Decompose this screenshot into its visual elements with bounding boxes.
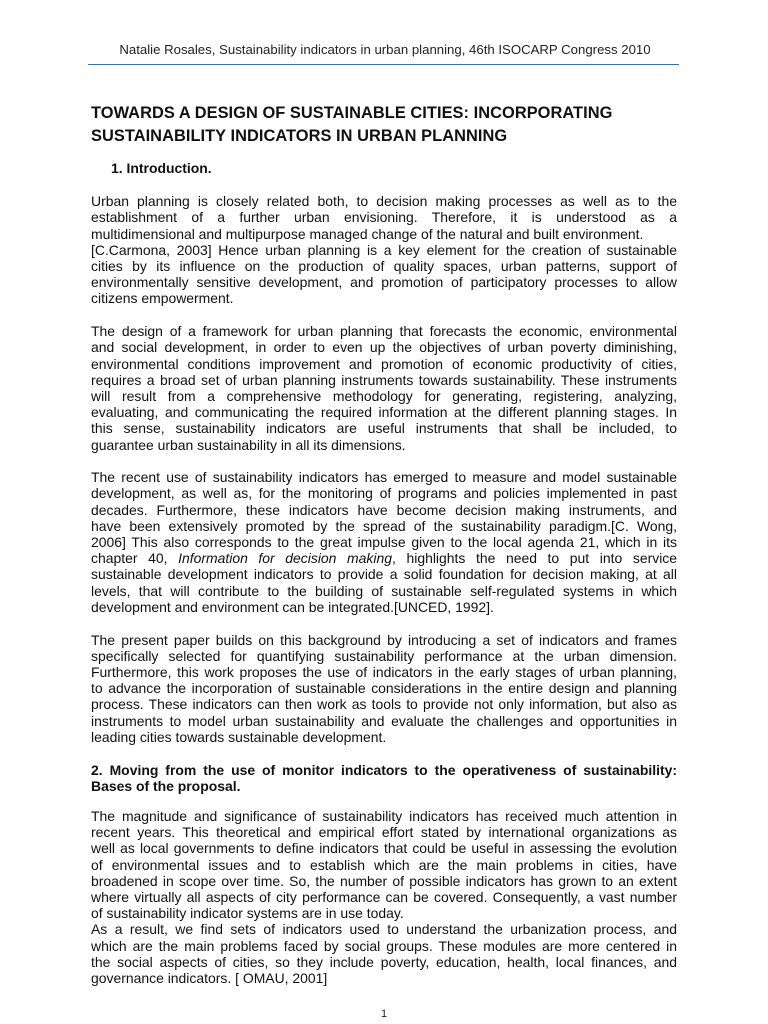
- text-line: sustainable development indicators to provide a solid foundation for decision making, at all: [91, 566, 677, 583]
- paragraph: [91, 193, 677, 306]
- text-line: and social development, in order to even up the objectives of urban poverty diminishing,: [91, 339, 677, 356]
- text-line: requires a broad set of urban planning instruments towards sustainability. These instruments: [91, 371, 677, 388]
- text-line: The design of a framework for urban planning that forecasts the economic, environmental: [91, 323, 677, 340]
- text-line: decades. Furthermore, these indicators have become decision making instruments, and: [91, 501, 677, 518]
- text-line: evaluating, and communicating the required information at the different planning stages. In: [91, 404, 677, 421]
- text-line: The present paper builds on this background by introducing a set of indicators and frames: [91, 631, 677, 648]
- paragraph: [91, 323, 677, 453]
- text-line: The recent use of sustainability indicators has emerged to measure and model sustainable: [91, 469, 677, 486]
- text-line: 2006] This also corresponds to the great impulse given to the local agenda 21, which in its: [91, 534, 677, 551]
- text-line: will result from a comprehensive methodology for generating, registering, analyzing,: [91, 387, 677, 404]
- header-rule: [88, 64, 679, 65]
- text-line: guarantee urban sustainability in all its dimensions.: [91, 436, 406, 453]
- text-line: establishment of a further urban envisioning. Therefore, it is understood as a: [91, 209, 677, 226]
- text-line: environmental conditions improvement and promotion of economic productivity of cities,: [91, 355, 677, 372]
- heading-line: 2. Moving from the use of monitor indicators to the operativeness of sustainability:: [91, 761, 677, 778]
- section-heading: 1. Introduction.: [111, 160, 212, 176]
- section-heading: [91, 762, 677, 794]
- text-line-with-italic: [91, 550, 677, 566]
- text-line: have been extensively promoted by the spread of the sustainability paradigm.[C. Wong,: [91, 517, 677, 534]
- text-line: the social aspects of cities, so they include poverty, education, health, local finances, and: [91, 953, 677, 970]
- text-fragment: , highlights the need to put into service: [391, 550, 678, 567]
- title-line: SUSTAINABILITY INDICATORS IN URBAN PLANNING: [91, 127, 508, 145]
- text-line: levels, that will contribute to the building of sustainable self-regulated systems in which: [91, 582, 677, 599]
- paragraph: [91, 632, 677, 745]
- text-line: leading cities towards sustainable development.: [91, 728, 387, 745]
- text-line: The magnitude and significance of sustainability indicators has received much attention in: [91, 807, 677, 824]
- text-line: this sense, sustainability indicators are useful instruments that shall be included, to: [91, 420, 677, 437]
- paper-title: [91, 102, 691, 148]
- text-line: well as local governments to define indicators that could be useful in assessing the evolution: [91, 840, 677, 857]
- text-line: development, as well as, for the monitoring of programs and policies implemented in past: [91, 485, 677, 502]
- text-line: of environmental issues and to establish which are the main problems in cities, have: [91, 856, 677, 873]
- text-line: which are the main problems faced by social groups. These modules are more centered in: [91, 937, 677, 954]
- italic-chapter-title: Information for decision making: [178, 550, 392, 567]
- text-line: multidimensional and multipurpose managed change of the natural and built environment.: [91, 225, 644, 242]
- text-line: environmentally sensitive development, and promotion of participatory processes to allow: [91, 274, 677, 291]
- paragraph: [91, 921, 677, 986]
- text-line: As a result, we find sets of indicators used to understand the urbanization process, and: [91, 921, 677, 938]
- text-line: of sustainability indicator systems are in use today.: [91, 905, 404, 922]
- running-header: Natalie Rosales, Sustainability indicators in urban planning, 46th ISOCARP Congress 2010: [119, 42, 651, 57]
- text-line: development and environment can be integrated.[UNCED, 1992].: [91, 598, 494, 615]
- text-line: governance indicators. [ OMAU, 2001]: [91, 969, 328, 986]
- text-line: [C.Carmona, 2003] Hence urban planning is a key element for the creation of sustainable: [91, 241, 677, 258]
- text-line: where virtually all aspects of city performance can be covered. Consequently, a vast number: [91, 888, 677, 905]
- title-line: TOWARDS A DESIGN OF SUSTAINABLE CITIES: INCORPORATING: [91, 104, 613, 122]
- heading-line: Bases of the proposal.: [91, 777, 241, 794]
- text-line: cities by its influence on the production of quality spaces, urban patterns, support of: [91, 258, 677, 275]
- text-line: broadened in scope over time. So, the number of possible indicators has grown to an extent: [91, 872, 677, 889]
- text-line: to advance the incorporation of sustainable considerations in the entire design and planning: [91, 680, 677, 697]
- text-line: instruments to model urban sustainability and evaluate the challenges and opportunities in: [91, 712, 677, 729]
- page-number: 1: [380, 1008, 388, 1020]
- text-line: citizens empowerment.: [91, 290, 234, 307]
- text-line: process. These indicators can then work as tools to provide not only information, but also as: [91, 696, 677, 713]
- text-line: Furthermore, this work proposes the use of indicators in the early stages of urban planning,: [91, 663, 677, 680]
- text-fragment: chapter 40,: [91, 550, 179, 567]
- paragraph: [91, 469, 677, 615]
- text-line: recent years. This theoretical and empirical effort stated by international organizations as: [91, 824, 677, 841]
- document-body: [91, 160, 677, 1003]
- text-line: specifically selected for quantifying sustainability performance at the urban dimension.: [91, 647, 677, 664]
- text-line: Urban planning is closely related both, to decision making processes as well as to the: [91, 193, 677, 210]
- paragraph: [91, 808, 677, 921]
